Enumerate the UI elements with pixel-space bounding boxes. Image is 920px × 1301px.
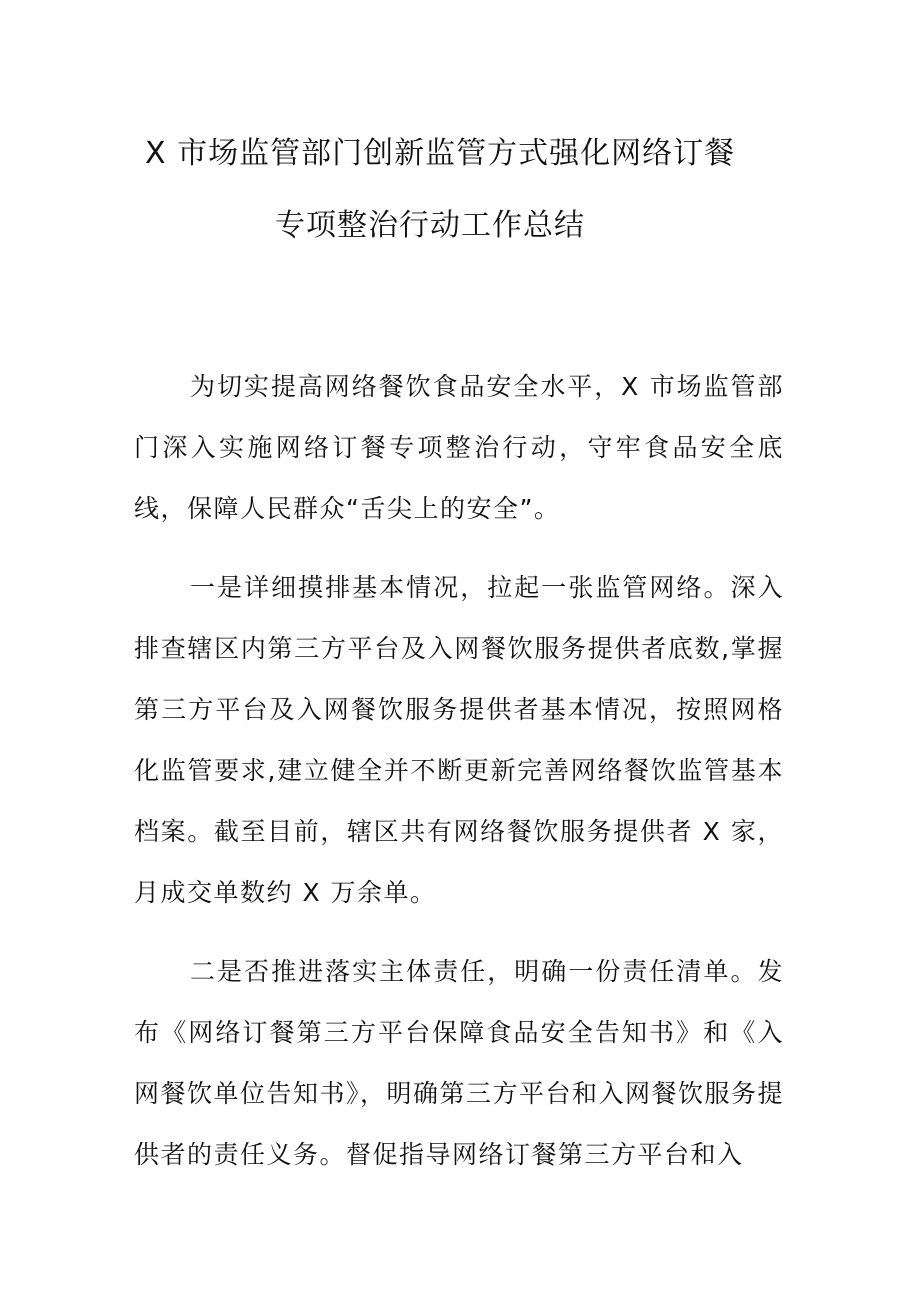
document-title-line-1: X 市场监管部门创新监管方式强化网络订餐: [145, 136, 736, 171]
paragraph-point-two: 二是否推进落实主体责任，明确一份责任清单。发布《网络订餐第三方平台保障食品安全告知书》和《入网餐饮单位告知书》，明确第三方平台和入网餐饮服务提供者的责任义务。督促指导网络订餐第三方平台和入: [134, 957, 785, 1169]
document-title-line-2: 专项整治行动工作总结: [275, 208, 585, 243]
paragraph-point-one: 一是详细摸排基本情况，拉起一张监管网络。深入排查辖区内第三方平台及入网餐饮服务提供者底数,掌握第三方平台及入网餐饮服务提供者基本情况，按照网格化监管要求,建立健全并不断更新完善网络餐饮监管基本档案。截至目前，辖区共有网络餐饮服务提供者 X 家，月成交单数约 X 万余单。: [134, 573, 784, 907]
paragraph-intro: 为切实提高网络餐饮食品安全水平，X 市场监管部门深入实施网络订餐专项整治行动，守牢食品安全底线，保障人民群众“舌尖上的安全”。: [134, 372, 784, 523]
